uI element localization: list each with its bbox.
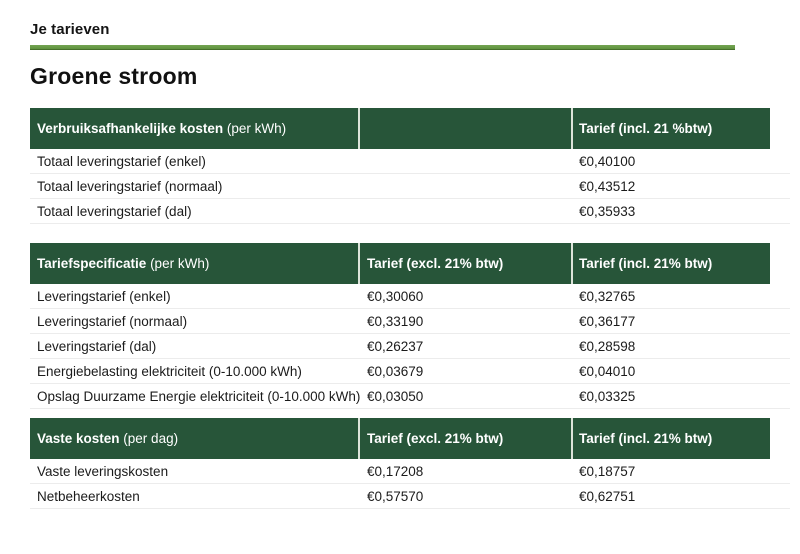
table-header-title: [30, 121, 358, 136]
row-label: Vaste leveringskosten: [37, 463, 169, 479]
tariff-excl-value: €0,03679: [367, 363, 424, 379]
tariff-incl-value: €0,36177: [579, 313, 636, 329]
row-label: Opslag Duurzame Energie elektriciteit (0-10.000 kWh): [37, 388, 361, 404]
table-title-suffix: (per kWh): [146, 256, 210, 271]
tariff-excl-value: €0,26237: [367, 338, 424, 354]
table-row: [30, 309, 790, 334]
tariff-excl-value: €0,33190: [367, 313, 424, 329]
tariff-excl-value: €0,03050: [367, 388, 424, 404]
tariff-incl-value: €0,32765: [579, 288, 636, 304]
column-header-excl: Tarief (excl. 21% btw): [367, 256, 504, 271]
table-title-suffix: (per kWh): [223, 121, 287, 136]
verbruiksafhankelijke-kosten-table: [30, 108, 790, 224]
table-row: [30, 459, 790, 484]
table-header-title: [30, 256, 358, 271]
tariff-excl-value: €0,57570: [367, 488, 424, 504]
table-header-row: [30, 418, 770, 459]
tariff-incl-value: €0,04010: [579, 363, 636, 379]
table-row: [30, 484, 790, 509]
tariff-incl-value: €0,43512: [579, 178, 636, 194]
table-title-bold: Verbruiksafhankelijke kosten: [37, 121, 224, 136]
row-label: Leveringstarief (dal): [37, 338, 157, 354]
tariff-incl-value: €0,18757: [579, 463, 636, 479]
table-row: [30, 284, 790, 309]
tariff-excl-value: €0,17208: [367, 463, 424, 479]
row-label: Leveringstarief (normaal): [37, 313, 188, 329]
tariff-incl-value: €0,35933: [579, 203, 636, 219]
tariff-excl-value: €0,30060: [367, 288, 424, 304]
header-divider: [358, 108, 360, 149]
row-label: Totaal leveringstarief (normaal): [37, 178, 223, 194]
row-label: Totaal leveringstarief (enkel): [37, 153, 206, 169]
tariff-incl-value: €0,03325: [579, 388, 636, 404]
table-header-row: [30, 108, 770, 149]
accent-divider: [30, 45, 735, 50]
row-label: Leveringstarief (enkel): [37, 288, 171, 304]
table-row: [30, 174, 790, 199]
table-row: [30, 384, 790, 409]
tariefspecificatie-table: [30, 243, 790, 409]
tariff-incl-value: €0,40100: [579, 153, 636, 169]
table-row: [30, 334, 790, 359]
column-header-incl: Tarief (incl. 21 %btw): [579, 121, 713, 136]
row-label: Energiebelasting elektriciteit (0-10.000 kWh): [37, 363, 302, 379]
table-title-suffix: (per dag): [119, 431, 179, 446]
tariff-incl-value: €0,28598: [579, 338, 636, 354]
table-title-bold: Vaste kosten: [37, 431, 120, 446]
column-header-incl: Tarief (incl. 21% btw): [579, 431, 713, 446]
table-header-title: [30, 431, 358, 446]
table-row: [30, 199, 790, 224]
vaste-kosten-table: [30, 418, 790, 509]
column-header-excl: Tarief (excl. 21% btw): [367, 431, 504, 446]
row-label: Totaal leveringstarief (dal): [37, 203, 192, 219]
table-row: [30, 359, 790, 384]
table-row: [30, 149, 790, 174]
page-title: Groene stroom: [30, 63, 198, 89]
breadcrumb: Je tarieven: [30, 21, 110, 38]
row-label: Netbeheerkosten: [37, 488, 140, 504]
column-header-incl: Tarief (incl. 21% btw): [579, 256, 713, 271]
tariff-incl-value: €0,62751: [579, 488, 636, 504]
table-header-row: [30, 243, 770, 284]
table-title-bold: Tariefspecificatie: [37, 256, 147, 271]
